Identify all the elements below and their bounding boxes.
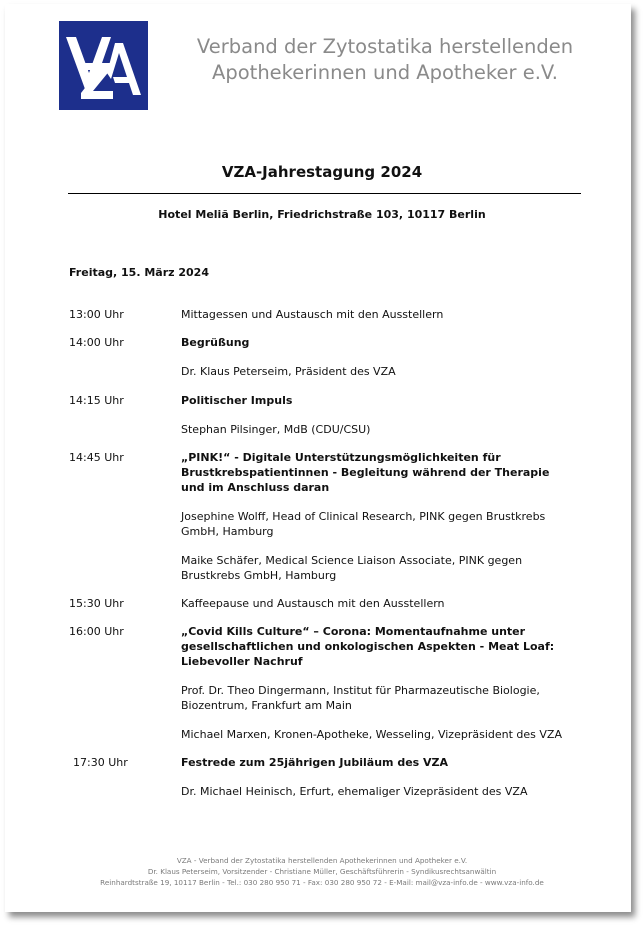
schedule-speaker: Michael Marxen, Kronen-Apotheke, Wesseling, Vizepräsident des VZA [181,728,562,741]
schedule-time: 16:00 Uhr [69,625,124,638]
schedule-text: „PINK!“ - Digitale Unterstützungsmöglichkeiten für Brustkrebspatientinnen - Begleitung während der Therapie und im Anschluss daran [181,451,550,494]
footer-line-2: Dr. Klaus Peterseim, Vorsitzender - Christiane Müller, Geschäftsführerin - Syndikusrechtsanwältin [147,867,497,876]
organization-name [160,34,610,86]
venue: Hotel Meliã Berlin, Friedrichstraße 103, 10117 Berlin [158,208,486,221]
vza-logo [59,21,148,110]
schedule-speaker: Dr. Michael Heinisch, Erfurt, ehemaliger Vizepräsident des VZA [181,785,528,798]
schedule-text: „Covid Kills Culture“ – Corona: Momentaufnahme unter gesellschaftlichen und onkologischen Aspekten - Meat Loaf: Liebevoller Nachruf [181,625,555,668]
schedule-text: Festrede zum 25jährigen Jubiläum des VZA [181,756,449,769]
schedule-time: 15:30 Uhr [69,597,124,610]
footer-line-3: Reinhardtstraße 19, 10117 Berlin - Tel.: 030 280 950 71 - Fax: 030 280 950 72 - E-Mail: mail@vza-info.de - www.vza-info.de [100,878,544,887]
footer [0,855,644,888]
title-divider [68,193,581,194]
event-date: Freitag, 15. März 2024 [69,266,209,279]
page-title: VZA-Jahrestagung 2024 [221,163,423,181]
schedule-time: 14:00 Uhr [69,336,124,349]
schedule-speaker: Prof. Dr. Theo Dingermann, Institut für Pharmazeutische Biologie, Biozentrum, Frankfurt am Main [181,684,540,712]
schedule-text: Politischer Impuls [181,394,293,407]
schedule-time: 13:00 Uhr [69,308,124,321]
footer-line-1: VZA - Verband der Zytostatika herstellenden Apothekerinnen und Apotheker e.V. [176,856,468,865]
schedule-time: 17:30 Uhr [73,756,128,769]
schedule-text: Kaffeepause und Austausch mit den Ausstellern [181,597,445,610]
schedule-text: Begrüßung [181,336,250,349]
schedule-speaker: Maike Schäfer, Medical Science Liaison Associate, PINK gegen Brustkrebs GmbH, Hamburg [181,554,523,582]
schedule-time: 14:45 Uhr [69,451,124,464]
org-line-2: Apothekerinnen und Apotheker e.V. [212,61,558,84]
org-line-1: Verband der Zytostatika herstellenden [196,35,574,58]
schedule-text: Mittagessen und Austausch mit den Ausstellern [181,308,444,321]
schedule-speaker: Josephine Wolff, Head of Clinical Research, PINK gegen Brustkrebs GmbH, Hamburg [181,510,546,538]
schedule-speaker: Stephan Pilsinger, MdB (CDU/CSU) [181,423,371,436]
schedule-speaker: Dr. Klaus Peterseim, Präsident des VZA [181,365,396,378]
schedule-time: 14:15 Uhr [69,394,124,407]
